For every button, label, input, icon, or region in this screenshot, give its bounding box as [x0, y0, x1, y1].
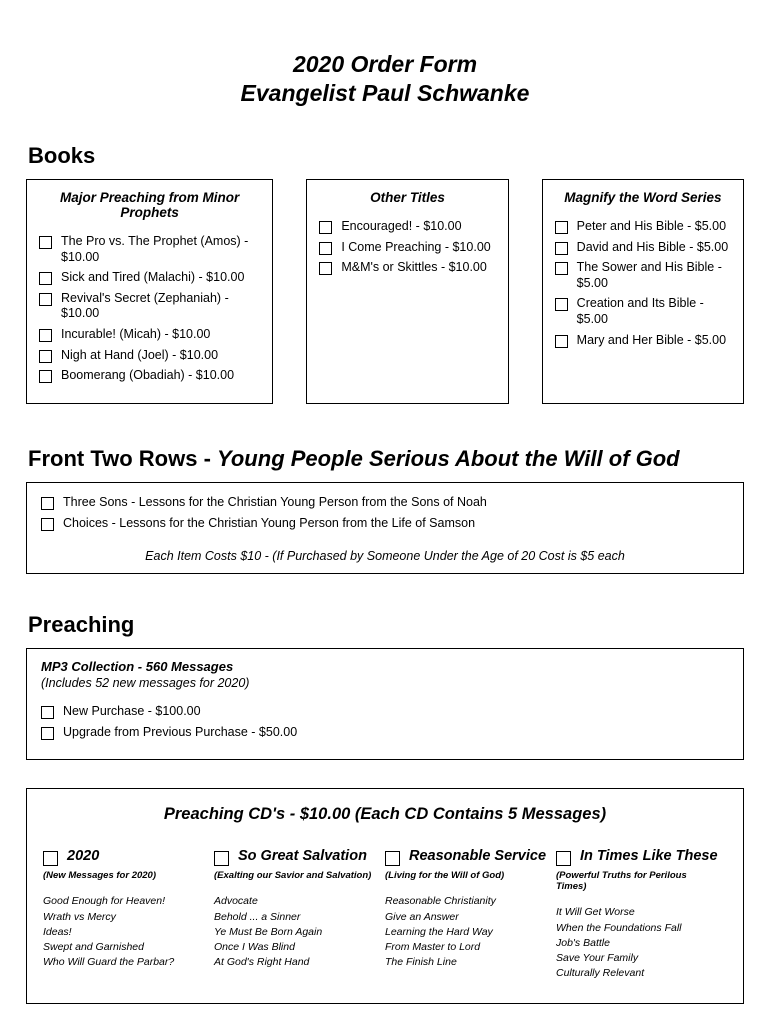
mp3-subtitle: (Includes 52 new messages for 2020) — [41, 676, 250, 691]
cd-title-label: So Great Salvation — [238, 848, 367, 865]
list-item[interactable] — [319, 219, 495, 235]
cd-track: Learning the Hard Way — [385, 925, 493, 938]
cd-column-2020 — [43, 848, 214, 981]
item-label: M&M's or Skittles - $10.00 — [341, 260, 487, 275]
cd-track: The Finish Line — [385, 956, 457, 969]
title-line-2: Evangelist Paul Schwanke — [240, 80, 530, 107]
cds-columns — [43, 848, 727, 981]
books-column-other-titles — [306, 179, 508, 404]
cd-column-reasonable-service — [385, 848, 556, 981]
front-two-rows-heading — [28, 446, 744, 472]
checkbox-icon[interactable] — [39, 370, 52, 383]
item-label: Incurable! (Micah) - $10.00 — [61, 327, 211, 341]
checkbox-icon[interactable] — [39, 350, 52, 363]
list-item[interactable] — [555, 333, 731, 349]
item-label: Choices - Lessons for the Christian Young Person from the Life of Samson — [63, 515, 476, 530]
checkbox-icon[interactable] — [555, 335, 568, 348]
cd-track: Save Your Family — [556, 952, 639, 965]
cd-track: Wrath vs Mercy — [43, 910, 116, 923]
books-heading: Books — [28, 142, 96, 168]
cd-track: Job's Battle — [556, 936, 610, 949]
cd-title-label: In Times Like These — [580, 848, 718, 865]
checkbox-icon[interactable] — [555, 262, 568, 275]
list-item[interactable] — [39, 234, 260, 265]
cd-track: Behold ... a Sinner — [214, 910, 301, 923]
checkbox-icon[interactable] — [43, 851, 58, 866]
mp3-collection-box — [26, 648, 744, 760]
books-section — [26, 179, 744, 404]
column-gap — [273, 179, 306, 404]
column-gap — [509, 179, 542, 404]
page-title — [26, 50, 744, 109]
checkbox-icon[interactable] — [39, 272, 52, 285]
list-item[interactable] — [39, 348, 260, 364]
list-item[interactable] — [39, 291, 260, 322]
checkbox-icon[interactable] — [39, 329, 52, 342]
cds-title: Preaching CD's - $10.00 (Each CD Contains 5 Messages) — [163, 805, 607, 824]
cd-column-so-great-salvation — [214, 848, 385, 981]
list-item[interactable] — [555, 260, 731, 291]
cd-subtitle: (Living for the Will of God) — [385, 870, 505, 882]
cd-track: At God's Right Hand — [214, 956, 310, 969]
cd-subtitle: (Powerful Truths for Perilous Times) — [556, 870, 687, 893]
cd-track: Who Will Guard the Parbar? — [43, 956, 175, 969]
list-item[interactable] — [41, 516, 729, 532]
cd-track: Good Enough for Heaven! — [43, 895, 166, 908]
list-item[interactable] — [41, 495, 729, 511]
item-label: Three Sons - Lessons for the Christian Young Person from the Sons of Noah — [63, 494, 487, 509]
item-label: Encouraged! - $10.00 — [341, 218, 462, 233]
cd-track: Once I Was Blind — [214, 941, 295, 954]
item-label: Revival's Secret (Zephaniah) - $10.00 — [61, 290, 229, 321]
item-label: Nigh at Hand (Joel) - $10.00 — [61, 347, 219, 362]
checkbox-icon[interactable] — [555, 298, 568, 311]
cd-title-label: 2020 — [67, 848, 100, 865]
title-line-1: 2020 Order Form — [292, 51, 478, 77]
cd-track: Ye Must Be Born Again — [214, 925, 323, 938]
cd-subtitle: (Exalting our Savior and Salvation) — [214, 870, 372, 882]
cd-track: Advocate — [214, 895, 258, 908]
list-item[interactable] — [41, 704, 729, 720]
checkbox-icon[interactable] — [319, 262, 332, 275]
cd-track: Give an Answer — [385, 910, 459, 923]
cd-track: It Will Get Worse — [556, 906, 635, 919]
checkbox-icon[interactable] — [555, 221, 568, 234]
checkbox-icon[interactable] — [385, 851, 400, 866]
item-label: David and His Bible - $5.00 — [576, 239, 729, 254]
list-item[interactable] — [319, 240, 495, 256]
cd-track: From Master to Lord — [385, 941, 481, 954]
item-label: The Sower and His Bible - $5.00 — [576, 260, 722, 290]
checkbox-icon[interactable] — [41, 706, 54, 719]
books-column-major-preaching — [26, 179, 273, 404]
list-item[interactable] — [555, 240, 731, 256]
pricing-note: Each Item Costs $10 - (If Purchased by Someone Under the Age of 20 Cost is $5 each — [145, 549, 625, 564]
item-label: Upgrade from Previous Purchase - $50.00 — [63, 724, 298, 739]
item-label: I Come Preaching - $10.00 — [341, 239, 491, 254]
list-item[interactable] — [555, 219, 731, 235]
checkbox-icon[interactable] — [39, 236, 52, 249]
checkbox-icon[interactable] — [556, 851, 571, 866]
books-column-magnify-the-word — [542, 179, 744, 404]
checkbox-icon[interactable] — [555, 242, 568, 255]
cd-track: When the Foundations Fall — [556, 921, 682, 934]
cd-title-label: Reasonable Service — [409, 848, 547, 865]
cd-track: Swept and Garnished — [43, 941, 144, 954]
list-item[interactable] — [555, 296, 731, 327]
front-two-rows-box — [26, 482, 744, 574]
cd-column-in-times-like-these — [556, 848, 727, 981]
mp3-title: MP3 Collection - 560 Messages — [41, 659, 234, 675]
cd-track: Ideas! — [43, 925, 72, 938]
list-item[interactable] — [39, 270, 260, 286]
column-title: Other Titles — [370, 189, 445, 205]
checkbox-icon[interactable] — [41, 497, 54, 510]
item-label: Sick and Tired (Malachi) - $10.00 — [61, 270, 245, 285]
column-title: Magnify the Word Series — [564, 189, 722, 205]
list-item[interactable] — [319, 260, 495, 276]
list-item[interactable] — [39, 368, 260, 384]
front-two-rows-heading-plain: Front Two Rows - — [28, 445, 218, 471]
list-item[interactable] — [41, 725, 729, 741]
cd-option[interactable] — [214, 848, 377, 866]
checkbox-icon[interactable] — [41, 727, 54, 740]
checkbox-icon[interactable] — [41, 518, 54, 531]
cd-track: Reasonable Christianity — [385, 895, 496, 908]
cd-option[interactable] — [385, 848, 548, 866]
item-label: New Purchase - $100.00 — [63, 704, 201, 719]
cd-option[interactable] — [556, 848, 719, 866]
checkbox-icon[interactable] — [319, 221, 332, 234]
front-two-rows-heading-italic: Young People Serious About the Will of God — [217, 445, 680, 471]
item-label: Mary and Her Bible - $5.00 — [576, 332, 727, 347]
item-label: The Pro vs. The Prophet (Amos) - $10.00 — [61, 233, 249, 264]
item-label: Boomerang (Obadiah) - $10.00 — [61, 368, 235, 383]
cd-option[interactable] — [43, 848, 206, 866]
checkbox-icon[interactable] — [39, 293, 52, 306]
preaching-cds-box — [26, 788, 744, 1004]
item-label: Creation and Its Bible - $5.00 — [576, 296, 704, 326]
list-item[interactable] — [39, 327, 260, 343]
preaching-heading: Preaching — [28, 612, 135, 638]
cd-subtitle: (New Messages for 2020) — [43, 870, 156, 882]
item-label: Peter and His Bible - $5.00 — [576, 218, 727, 233]
column-title: Major Preaching from Minor Prophets — [60, 189, 240, 220]
checkbox-icon[interactable] — [319, 242, 332, 255]
checkbox-icon[interactable] — [214, 851, 229, 866]
cd-track: Culturally Relevant — [556, 967, 645, 980]
